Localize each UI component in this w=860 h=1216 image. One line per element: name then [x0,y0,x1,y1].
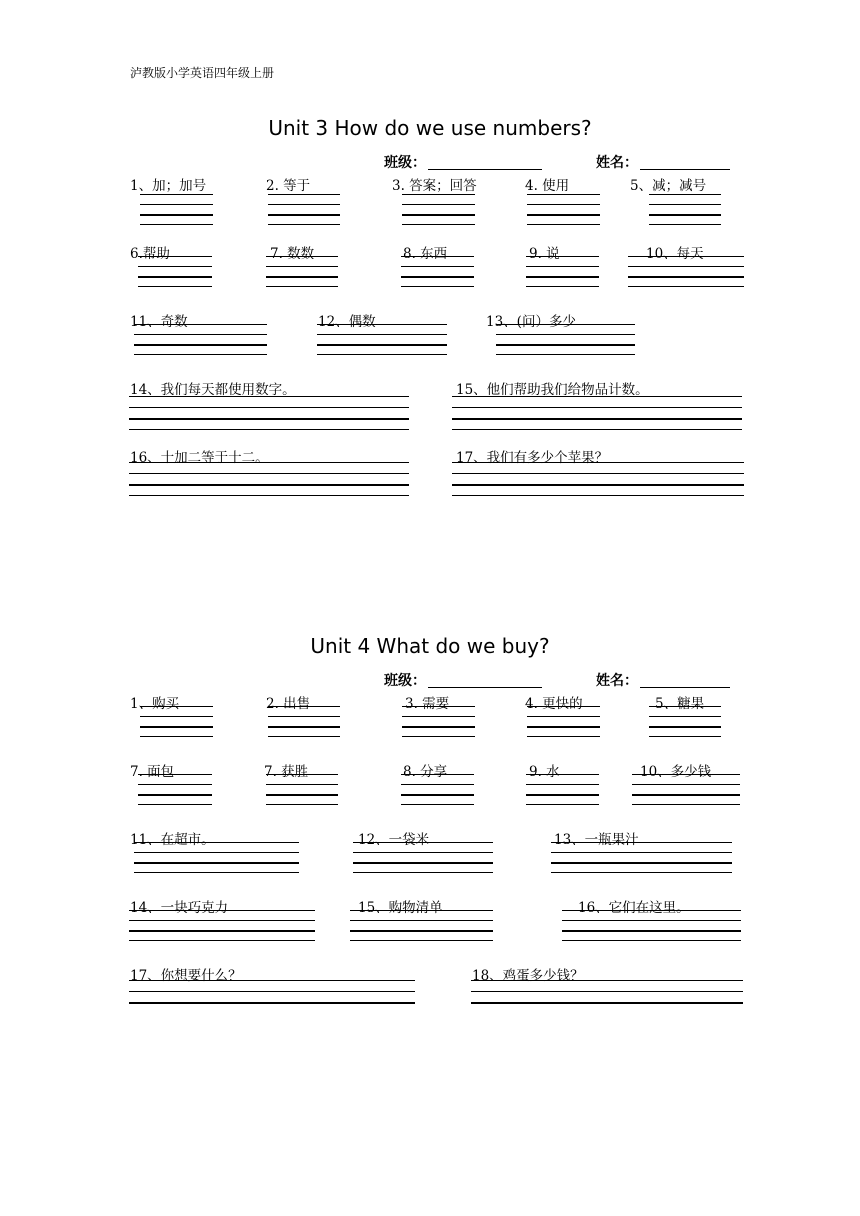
item-label: 14、一块巧克力 [130,900,229,916]
writing-line[interactable] [551,872,732,873]
item-label: 1、购买 [130,696,180,712]
writing-line[interactable] [350,920,493,921]
writing-line[interactable] [266,266,338,267]
writing-line[interactable] [268,204,340,205]
item-label: 17、我们有多少个苹果？ [456,450,609,466]
writing-line[interactable] [628,276,744,278]
writing-line[interactable] [401,256,474,257]
writing-line[interactable] [401,794,474,796]
writing-line[interactable] [268,706,340,707]
writing-line[interactable] [138,804,212,805]
writing-line[interactable] [632,784,740,785]
item-label: 7. 面包 [130,764,175,780]
writing-line[interactable] [526,276,599,278]
class-blank[interactable] [428,687,542,688]
writing-line[interactable] [526,256,599,257]
writing-line[interactable] [562,920,741,921]
writing-line[interactable] [129,920,315,921]
class-label: 班级： [384,155,426,171]
writing-line[interactable] [268,194,340,195]
writing-line[interactable] [401,774,474,775]
name-label: 姓名： [596,155,638,171]
writing-line[interactable] [140,204,213,205]
writing-line[interactable] [350,910,493,911]
class-blank[interactable] [428,169,542,170]
writing-line[interactable] [401,266,474,267]
item-label: 16、十加二等于十二。 [130,450,269,466]
writing-line[interactable] [471,1002,743,1004]
item-label: 11、奇数 [130,314,188,330]
item-label: 10、每天 [646,246,704,262]
writing-line[interactable] [401,286,474,287]
item-label: 5、糖果 [655,696,705,712]
writing-line[interactable] [496,354,635,355]
writing-line[interactable] [134,334,267,335]
writing-line[interactable] [266,256,338,257]
writing-line[interactable] [628,266,744,267]
writing-line[interactable] [266,794,338,796]
writing-line[interactable] [649,726,721,728]
writing-line[interactable] [353,852,493,853]
writing-line[interactable] [129,910,315,911]
item-label: 1、加；加号 [130,178,207,194]
writing-line[interactable] [266,286,338,287]
writing-line[interactable] [527,706,600,707]
item-label: 3. 需要 [405,696,450,712]
writing-line[interactable] [134,872,299,873]
item-label: 9. 说 [529,246,560,262]
writing-line[interactable] [266,276,338,278]
writing-line[interactable] [551,842,732,843]
writing-line[interactable] [134,852,299,853]
writing-line[interactable] [551,862,732,864]
item-label: 11、在超市。 [130,832,215,848]
writing-line[interactable] [268,726,340,728]
writing-line[interactable] [649,736,721,737]
writing-line[interactable] [452,462,744,463]
item-label: 5、减；减号 [630,178,707,194]
class-label: 班级： [384,673,426,689]
item-label: 9. 水 [529,764,560,780]
writing-line[interactable] [496,334,635,335]
writing-line[interactable] [402,736,475,737]
writing-line[interactable] [649,716,721,717]
writing-line[interactable] [401,804,474,805]
writing-line[interactable] [140,726,213,728]
writing-line[interactable] [268,736,340,737]
writing-line[interactable] [649,214,721,216]
writing-line[interactable] [138,266,212,267]
writing-line[interactable] [266,804,338,805]
item-label: 2. 出售 [266,696,311,712]
writing-line[interactable] [134,344,267,346]
writing-line[interactable] [353,842,493,843]
writing-line[interactable] [452,484,744,486]
writing-line[interactable] [632,774,740,775]
writing-line[interactable] [649,194,721,195]
writing-line[interactable] [401,784,474,785]
writing-line[interactable] [129,495,409,496]
writing-line[interactable] [526,804,599,805]
writing-line[interactable] [129,930,315,932]
writing-line[interactable] [452,396,742,397]
writing-line[interactable] [496,344,635,346]
unit-title: Unit 3 How do we use numbers? [268,116,592,140]
writing-line[interactable] [551,852,732,853]
writing-line[interactable] [402,224,475,225]
writing-line[interactable] [138,794,212,796]
writing-line[interactable] [527,224,600,225]
writing-line[interactable] [526,794,599,796]
writing-line[interactable] [317,324,447,325]
writing-line[interactable] [134,862,299,864]
writing-line[interactable] [317,334,447,335]
writing-line[interactable] [402,726,475,728]
writing-line[interactable] [138,256,212,257]
writing-line[interactable] [562,930,741,932]
writing-line[interactable] [138,774,212,775]
writing-line[interactable] [268,214,340,216]
writing-line[interactable] [452,495,744,496]
item-label: 2. 等于 [266,178,311,194]
item-label: 12、一袋米 [358,832,430,848]
writing-line[interactable] [140,224,213,225]
writing-line[interactable] [526,774,599,775]
writing-line[interactable] [266,784,338,785]
writing-line[interactable] [402,204,475,205]
item-label: 3. 答案；回答 [392,178,477,194]
writing-line[interactable] [129,980,415,981]
writing-line[interactable] [527,194,600,195]
item-label: 7. 数数 [270,246,315,262]
item-label: 12、偶数 [318,314,376,330]
item-label: 16、它们在这里。 [578,900,690,916]
writing-line[interactable] [138,276,212,278]
item-label: 4. 更快的 [525,696,583,712]
writing-line[interactable] [649,706,721,707]
writing-line[interactable] [138,784,212,785]
writing-line[interactable] [452,473,744,474]
writing-line[interactable] [353,862,493,864]
item-label: 8. 分享 [403,764,448,780]
writing-line[interactable] [129,473,409,474]
writing-line[interactable] [632,804,740,805]
writing-line[interactable] [628,256,744,257]
writing-line[interactable] [134,354,267,355]
writing-line[interactable] [317,354,447,355]
writing-line[interactable] [471,980,743,981]
writing-line[interactable] [129,407,409,408]
writing-line[interactable] [402,194,475,195]
writing-line[interactable] [140,736,213,737]
writing-line[interactable] [402,706,475,707]
writing-line[interactable] [452,429,742,430]
item-label: 14、我们每天都使用数字。 [130,382,296,398]
writing-line[interactable] [452,407,742,408]
writing-line[interactable] [129,1002,415,1004]
item-label: 6.帮助 [130,246,170,262]
writing-line[interactable] [526,266,599,267]
writing-line[interactable] [129,991,415,992]
writing-line[interactable] [402,716,475,717]
item-label: 13、一瓶果汁 [554,832,639,848]
writing-line[interactable] [134,842,299,843]
writing-line[interactable] [526,286,599,287]
writing-line[interactable] [649,204,721,205]
item-label: 15、他们帮助我们给物品计数。 [456,382,649,398]
writing-line[interactable] [266,774,338,775]
writing-line[interactable] [632,794,740,796]
writing-line[interactable] [140,706,213,707]
item-label: 15、购物清单 [358,900,443,916]
writing-line[interactable] [471,991,743,992]
writing-line[interactable] [350,940,493,941]
writing-line[interactable] [562,910,741,911]
item-label: 18、鸡蛋多少钱？ [472,968,584,984]
writing-line[interactable] [268,224,340,225]
writing-line[interactable] [268,716,340,717]
item-label: 7. 获胜 [264,764,309,780]
writing-line[interactable] [129,429,409,430]
writing-line[interactable] [138,286,212,287]
writing-line[interactable] [129,462,409,463]
writing-line[interactable] [562,940,741,941]
writing-line[interactable] [129,940,315,941]
writing-line[interactable] [526,784,599,785]
unit-title: Unit 4 What do we buy? [310,634,550,658]
writing-line[interactable] [134,324,267,325]
item-label: 17、你想要什么？ [130,968,242,984]
writing-line[interactable] [350,930,493,932]
writing-line[interactable] [140,214,213,216]
name-label: 姓名： [596,673,638,689]
writing-line[interactable] [129,484,409,486]
writing-line[interactable] [402,214,475,216]
writing-line[interactable] [129,396,409,397]
item-label: 8. 东西 [403,246,448,262]
item-label: 13、(问）多少 [486,314,576,330]
writing-line[interactable] [140,194,213,195]
writing-line[interactable] [140,716,213,717]
writing-line[interactable] [496,324,635,325]
item-label: 10、多少钱 [640,764,712,780]
writing-line[interactable] [527,736,600,737]
writing-line[interactable] [452,418,742,420]
item-label: 4. 使用 [525,178,570,194]
name-blank[interactable] [640,169,730,170]
writing-line[interactable] [353,872,493,873]
writing-line[interactable] [129,418,409,420]
writing-line[interactable] [527,716,600,717]
writing-line[interactable] [317,344,447,346]
writing-line[interactable] [628,286,744,287]
writing-line[interactable] [527,214,600,216]
writing-line[interactable] [527,726,600,728]
page-header: 泸教版小学英语四年级上册 [130,66,275,80]
writing-line[interactable] [527,204,600,205]
writing-line[interactable] [401,276,474,278]
writing-line[interactable] [649,224,721,225]
name-blank[interactable] [640,687,730,688]
